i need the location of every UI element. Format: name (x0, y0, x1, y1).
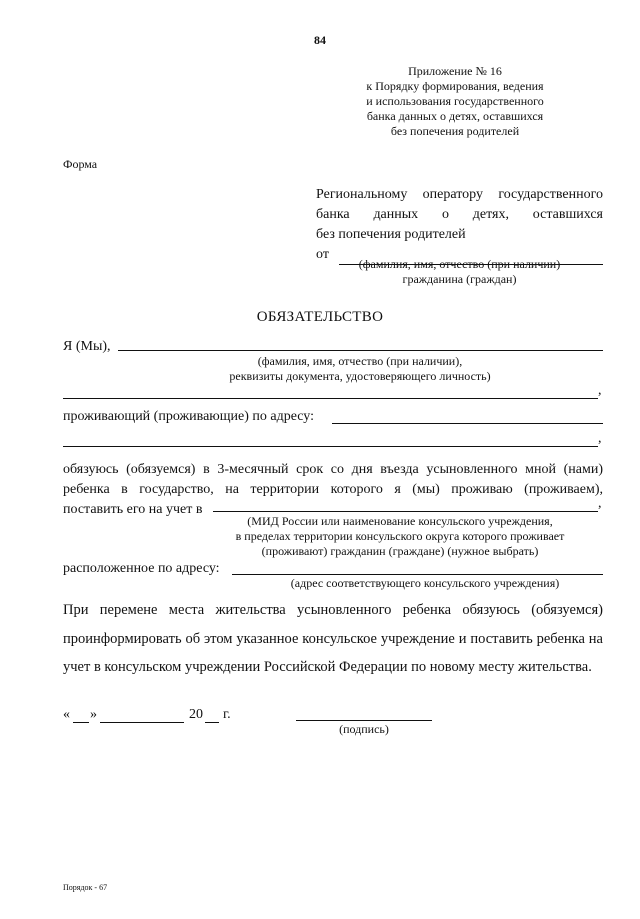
consulate-caption-line: (МИД России или наименование консульского учреждения, (247, 514, 553, 528)
consulate-caption (200, 514, 600, 559)
identity-caption (150, 354, 570, 384)
close-quote: » (90, 707, 97, 722)
year-prefix: 20 (189, 707, 203, 722)
addressee-line: Региональному оператору государственного (316, 187, 603, 202)
addressee-line: без попечения родителей (316, 227, 466, 242)
day-field[interactable] (73, 709, 89, 723)
appendix-line: без попечения родителей (390, 124, 520, 138)
consulate-field[interactable] (213, 498, 598, 512)
identity-caption-line: (фамилия, имя, отчество (при наличии), (257, 354, 463, 368)
obligation-line: ребенка в государство, на территории которого я (мы) проживаю (проживаем), (63, 482, 603, 497)
signature-caption: (подпись) (339, 722, 389, 736)
appendix-line: к Порядку формирования, ведения (366, 79, 544, 93)
from-label: от (316, 247, 329, 262)
notification-paragraph: При перемене места жительства усыновленного ребенка обязуюсь (обязуемся) проинформировать об этом указанное консульское учреждение и поставить ребенка на учет в консульском учреждении Российской Федерации по новому месту жительства. (63, 602, 603, 675)
appendix-line: и использования государственного (366, 94, 544, 108)
form-label: Форма (63, 157, 98, 171)
located-label: расположенное по адресу: (63, 561, 220, 576)
obligation-line: поставить его на учет в (63, 502, 203, 517)
appendix-line: банка данных о детях, оставшихся (366, 109, 544, 123)
obligation-line: обязуюсь (обязуемся) в 3-месячный срок со дня въезда усыновленного мной (нами) (63, 462, 603, 477)
year-field[interactable] (205, 709, 219, 723)
consulate-address-field[interactable] (232, 561, 603, 575)
located-caption: (адрес соответствующего консульского учреждения) (290, 576, 560, 590)
identity-field-continued[interactable] (63, 385, 598, 399)
consulate-caption-line: (проживают) гражданин (граждане) (нужное выбрать) (261, 544, 539, 558)
open-quote: « (63, 707, 70, 722)
addressee-line: банка данных о детях, оставшихся (316, 207, 603, 222)
appendix-line: Приложение № 16 (408, 64, 502, 78)
from-caption (316, 257, 603, 287)
footer-code: Порядок - 67 (63, 883, 108, 892)
identity-caption-line: реквизиты документа, удостоверяющего личность) (229, 369, 491, 383)
comma: , (598, 431, 602, 446)
signature-field[interactable] (296, 707, 432, 721)
appendix-header (330, 64, 580, 139)
consulate-caption-line: в пределах территории консульского округа которого проживает (235, 529, 565, 543)
month-field[interactable] (100, 709, 184, 723)
comma: , (598, 383, 602, 398)
comma: , (598, 496, 602, 511)
residence-address-field-continued[interactable] (63, 433, 598, 447)
from-caption-line: (фамилия, имя, отчество (при наличии) (358, 257, 561, 271)
addressee-block (316, 185, 603, 265)
i-we-label: Я (Мы), (63, 339, 111, 354)
date-row (63, 707, 313, 727)
page-number: 84 (314, 33, 326, 47)
residing-label: проживающий (проживающие) по адресу: (63, 409, 315, 424)
from-caption-line: гражданина (граждан) (402, 272, 517, 286)
year-suffix: г. (223, 707, 231, 722)
document-title: ОБЯЗАТЕЛЬСТВО (256, 309, 384, 325)
residence-address-field[interactable] (332, 410, 603, 424)
identity-field[interactable] (118, 337, 603, 351)
